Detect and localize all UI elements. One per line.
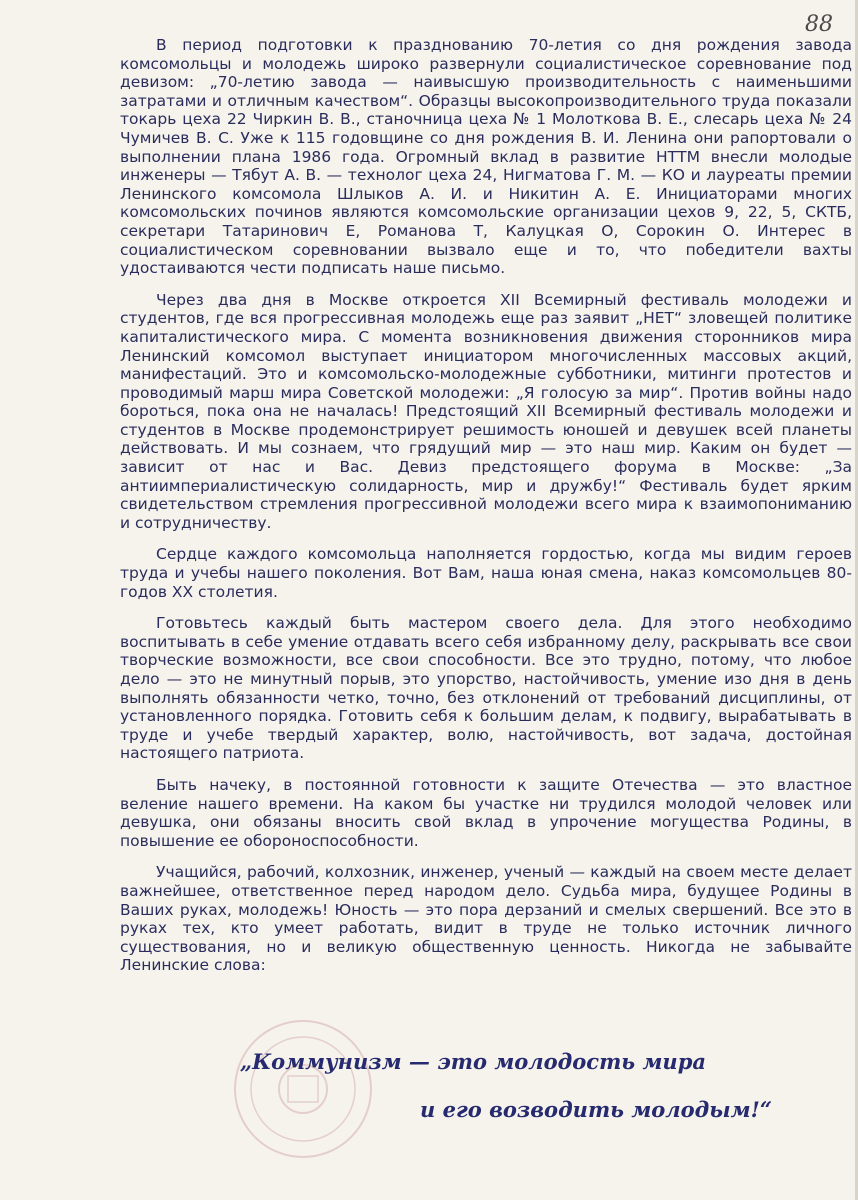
paragraph-2: Через два дня в Москве откроется XII Всемирный фестиваль молодежи и студентов, где вся прогрессивная молодежь еще раз заявит „НЕТ“ зловещей политике капиталистического мира. С момента возникновения движения сторонников мира Ленинский комсомол выступает инициатором многочисленных массовых акций, манифестаций. Это и комсомольско-молодежные субботники, митинги протестов и проводимый марш мира Советской молодежи: „Я голосую за мир“. Против войны надо бороться, пока она не началась! Предстоящий XII Всемирный фестиваль молодежи и студентов в Москве продемонстрирует решимость юношей и девушек всей планеты действовать. И мы сознаем, что грядущий мир — это наш мир. Каким он будет — зависит от нас и Вас. Девиз предстоящего форума в Москве: „За антиимпериалистическую солидарность, мир и дружбу!“ Фестиваль будет ярким свидетельством стремления прогрессивной молодежи всего мира к взаимопониманию и сотрудничеству.: [120, 290, 852, 532]
paragraph-6: Учащийся, рабочий, колхозник, инженер, ученый — каждый на своем месте делает важнейшее, ответственное перед народом дело. Судьба мира, будущее Родины в Ваших руках, молодежь! Юность — это пора дерзаний и смелых свершений. Все это в руках тех, кто умеет работать, видит в труде не только источник личного существования, но и великую общественную ценность. Никогда не забывайте Ленинские слова:: [120, 863, 852, 975]
lenin-quote: [240, 1038, 840, 1134]
paragraph-1: В период подготовки к празднованию 70-летия со дня рождения завода комсомольцы и молодежь широко развернули социалистическое соревнование под девизом: „70-летию завода — наивысшую производительность с наименьшими затратами и отличным качеством“. Образцы высокопроизводительного труда показали токарь цеха 22 Чиркин В. В., станочница цеха № 1 Молоткова В. Е., слесарь цеха № 24 Чумичев В. С. Уже к 115 годовщине со дня рождения В. И. Ленина они рапортовали о выполнении плана 1986 года. Огромный вклад в развитие НТТМ внесли молодые инженеры — Тябут А. В. — технолог цеха 24, Нигматова Г. М. — КО и лауреаты премии Ленинского комсомола Шлыков А. И. и Никитин А. Е. Инициаторами многих комсомольских починов являются комсомольские организации цехов 9, 22, 5, СКТБ, секретари Татаринович Е, Романова Т, Калуцкая О, Сорокин О. Интерес в социалистическом соревновании вызвало еще и то, что победители вахты удостаиваются чести подписать наше письмо.: [120, 36, 852, 278]
quote-line-1: „Коммунизм — это молодость мира: [240, 1049, 706, 1074]
quote-line-2: и его возводить молодым!“: [420, 1097, 772, 1122]
paragraph-5: Быть начеку, в постоянной готовности к защите Отечества — это властное веление нашего времени. На каком бы участке ни трудился молодой человек или девушка, они обязаны вносить свой вклад в упрочение могущества Родины, в повышение ее обороноспособности.: [120, 775, 852, 850]
paragraph-3: Сердце каждого комсомольца наполняется гордостью, когда мы видим героев труда и учебы нашего поколения. Вот Вам, наша юная смена, наказ комсомольцев 80-годов XX столетия.: [120, 545, 852, 601]
letter-body: [120, 36, 852, 988]
page-number: 88: [805, 12, 833, 37]
paragraph-4: Готовьтесь каждый быть мастером своего дела. Для этого необходимо воспитывать в себе умение отдавать всего себя избранному делу, раскрывать все свои творческие возможности, все свои способности. Все это трудно, потому, что любое дело — это не минутный порыв, это упорство, настойчивость, умение изо дня в день выполнять обязанности четко, точно, без отклонений от требований дисциплины, от установленного порядка. Готовить себя к большим делам, к подвигу, вырабатывать в труде и учебе твердый характер, волю, настойчивость, вот задача, достойная настоящего патриота.: [120, 614, 852, 763]
